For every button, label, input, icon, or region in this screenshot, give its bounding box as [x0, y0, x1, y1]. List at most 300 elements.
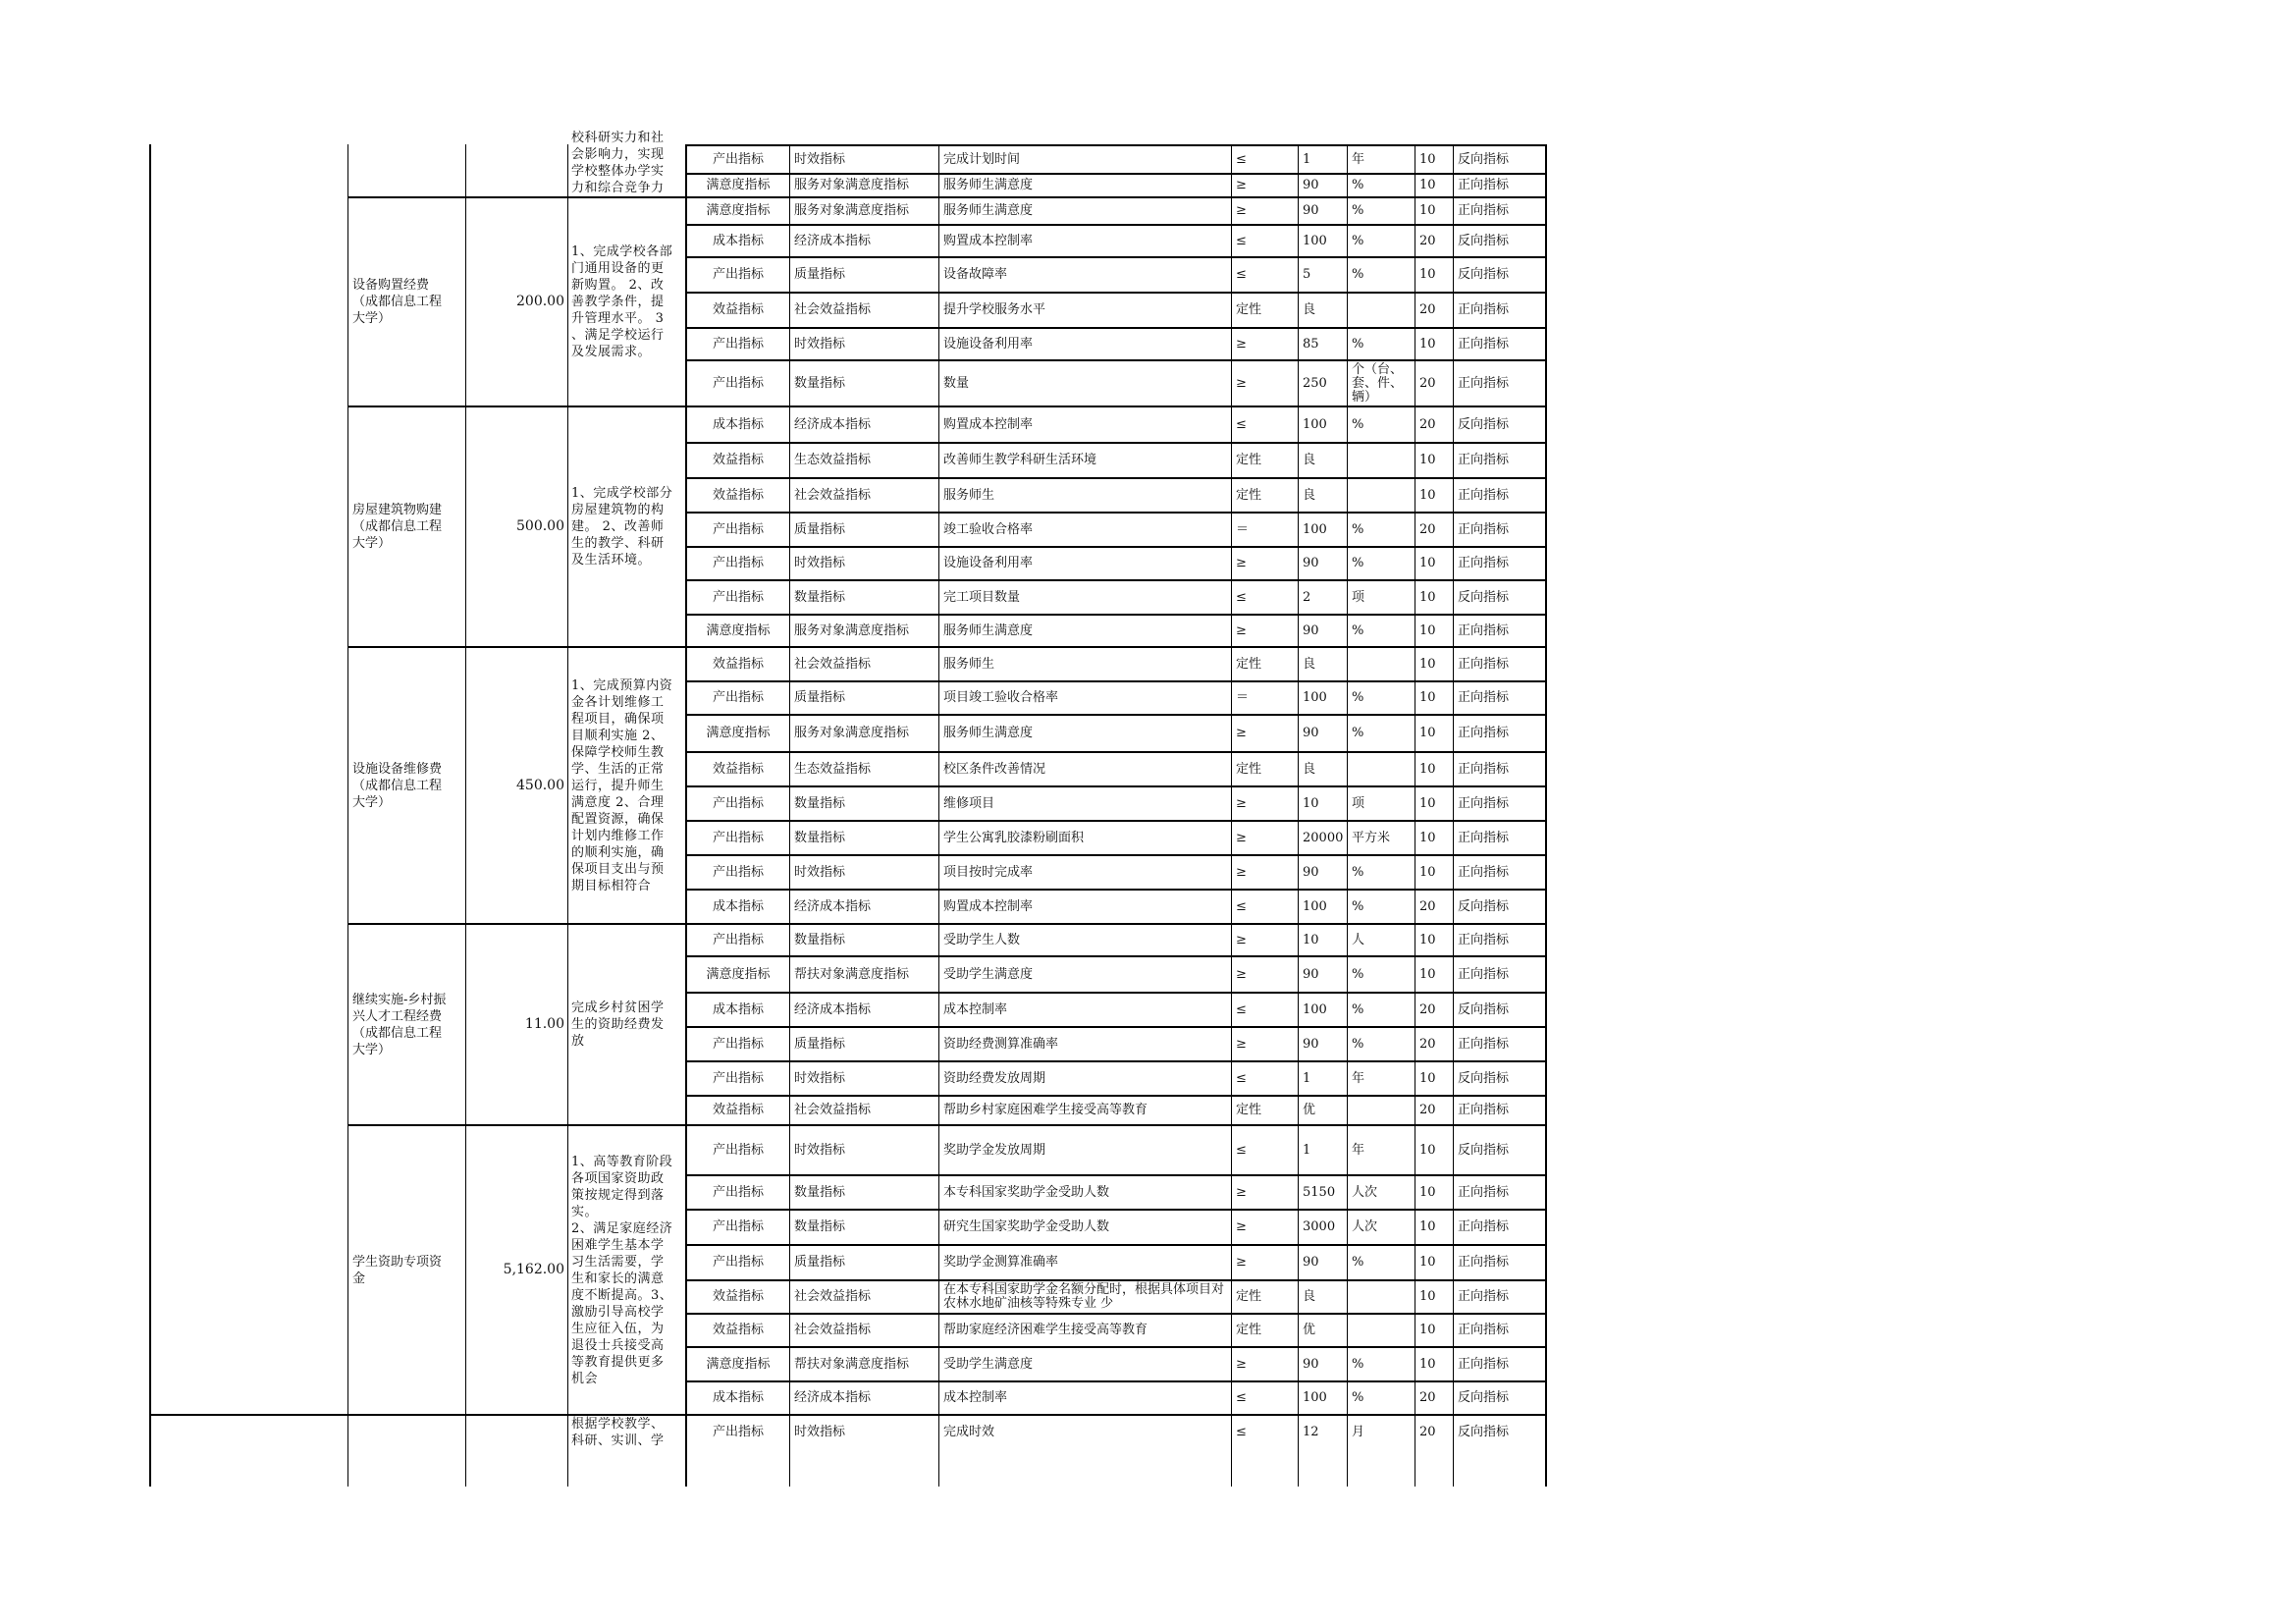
- indicator-name-cell: 项目按时完成率: [943, 864, 1034, 880]
- project-goal-cell: [569, 648, 685, 923]
- indicator-level1-cell: 产出指标: [712, 589, 764, 605]
- unit-cell: [1349, 753, 1415, 785]
- indicator-level1-cell: 产出指标: [712, 1070, 764, 1086]
- unit-cell: %: [1352, 726, 1364, 740]
- column-border: [465, 144, 466, 1487]
- indicator-name-cell: 服务师生: [943, 656, 995, 672]
- indicator-level1-cell: 产出指标: [712, 690, 764, 705]
- indicator-name-cell: 服务师生满意度: [943, 178, 1034, 192]
- indicator-name-cell: 帮助乡村家庭困难学生接受高等教育: [943, 1103, 1148, 1117]
- indicator-name-cell: 完成计划时间: [943, 151, 1021, 167]
- weight-cell: 10: [1419, 267, 1436, 282]
- indicator-level2-cell: 时效指标: [794, 556, 846, 570]
- direction-cell: 正向指标: [1458, 1184, 1510, 1200]
- column-border: [1298, 144, 1299, 1487]
- target-value-cell: 100: [1303, 898, 1327, 914]
- unit-cell: %: [1352, 233, 1364, 248]
- indicator-name-cell: 资助经费测算准确率: [943, 1036, 1059, 1052]
- indicator-level1-cell: 产出指标: [712, 1142, 764, 1158]
- operator-cell: ＝: [1236, 521, 1250, 537]
- indicator-level1-cell: 产出指标: [712, 521, 764, 537]
- operator-cell: 定性: [1236, 656, 1262, 672]
- unit-cell: 年: [1352, 1142, 1365, 1158]
- unit-cell: %: [1352, 178, 1364, 192]
- indicator-name-cell: 改善师生教学科研生活环境: [943, 453, 1097, 467]
- column-border: [938, 144, 939, 1487]
- unit-cell: %: [1352, 622, 1364, 638]
- target-value-cell: 85: [1303, 336, 1319, 352]
- weight-cell: 20: [1419, 1425, 1436, 1439]
- unit-cell: [1349, 294, 1415, 327]
- indicator-level2-cell: 生态效益指标: [794, 453, 872, 467]
- indicator-level1-cell: 产出指标: [712, 375, 764, 391]
- direction-cell: 正向指标: [1458, 1323, 1510, 1337]
- operator-cell: 定性: [1236, 1289, 1262, 1304]
- indicator-level1-cell: 产出指标: [712, 1425, 764, 1439]
- direction-cell: 正向指标: [1458, 302, 1510, 317]
- indicator-name-cell: 服务师生满意度: [943, 622, 1034, 638]
- unit-cell: %: [1352, 898, 1364, 914]
- direction-cell: 正向指标: [1458, 1289, 1510, 1304]
- target-value-cell: 90: [1303, 178, 1319, 192]
- indicator-level2-cell: 服务对象满意度指标: [794, 178, 910, 192]
- project-goal-cell: [569, 1126, 685, 1414]
- project-goal-cell: [569, 925, 685, 1124]
- weight-cell: 20: [1419, 1103, 1436, 1117]
- unit-cell: %: [1352, 1036, 1364, 1052]
- project-goal: 1、完成预算内资 金各计划维修工 程项目，确保项 目顺利实施 2、 保障学校师生教 学、生活的正常 运行，提升师生 满意度 2、合理 配置资源，确保 计划内维修工作 的顺利实施，确 保项目支出与预 期目标相符合: [571, 677, 673, 893]
- direction-cell: 正向指标: [1458, 487, 1510, 503]
- unit-cell: %: [1352, 966, 1364, 982]
- indicator-level2-cell: 生态效益指标: [794, 761, 872, 777]
- target-value-cell: 1: [1303, 1070, 1311, 1086]
- indicator-level1-cell: 产出指标: [712, 1219, 764, 1234]
- operator-cell: ≥: [1236, 178, 1247, 192]
- operator-cell: ≥: [1236, 1184, 1247, 1200]
- weight-cell: 10: [1419, 1323, 1436, 1337]
- operator-cell: ≤: [1236, 1142, 1247, 1158]
- weight-cell: 10: [1419, 556, 1436, 570]
- indicator-name-cell: 奖助学金发放周期: [943, 1142, 1046, 1158]
- project-goal-cell: [569, 198, 685, 406]
- indicator-level2-cell: 时效指标: [794, 1425, 846, 1439]
- unit-cell: 项: [1352, 589, 1365, 605]
- project-name-cell: [349, 198, 465, 406]
- target-value-cell: 12: [1303, 1425, 1319, 1439]
- project-name: 学生资助专项资 金: [352, 1254, 443, 1286]
- indicator-level2-cell: 经济成本指标: [794, 416, 872, 432]
- unit-cell: [1349, 1315, 1415, 1346]
- indicator-level2-cell: 时效指标: [794, 151, 846, 167]
- operator-cell: ≤: [1236, 267, 1247, 282]
- indicator-level1-cell: 效益指标: [712, 453, 764, 467]
- target-value-cell: 90: [1303, 726, 1319, 740]
- project-name-cell: [349, 1126, 465, 1414]
- indicator-level2-cell: 时效指标: [794, 864, 846, 880]
- direction-cell: 正向指标: [1458, 1255, 1510, 1270]
- direction-cell: 正向指标: [1458, 830, 1510, 845]
- operator-cell: ≥: [1236, 795, 1247, 811]
- indicator-level1-cell: 成本指标: [712, 1001, 764, 1017]
- indicator-name-cell: 研究生国家奖助学金受助人数: [943, 1219, 1110, 1234]
- weight-cell: 10: [1419, 864, 1436, 880]
- unit-cell: %: [1352, 416, 1364, 432]
- indicator-name-cell: 项目竣工验收合格率: [943, 690, 1059, 705]
- target-value-cell: 2: [1303, 589, 1311, 605]
- indicator-level2-cell: 质量指标: [794, 1255, 846, 1270]
- unit-cell: [1349, 444, 1415, 477]
- direction-cell: 反向指标: [1458, 416, 1510, 432]
- indicator-level1-cell: 产出指标: [712, 864, 764, 880]
- indicator-level1-cell: 产出指标: [712, 1036, 764, 1052]
- direction-cell: 正向指标: [1458, 203, 1510, 218]
- weight-cell: 10: [1419, 690, 1436, 705]
- indicator-level2-cell: 经济成本指标: [794, 1001, 872, 1017]
- column-border: [789, 144, 790, 1487]
- target-value-cell: 90: [1303, 622, 1319, 638]
- indicator-level2-cell: 服务对象满意度指标: [794, 203, 910, 218]
- operator-cell: ＝: [1236, 690, 1250, 705]
- indicator-level1-cell: 效益指标: [712, 302, 764, 317]
- project-goal-cell: [569, 1416, 685, 1487]
- unit-cell: 个（台、套、件、辆）: [1352, 361, 1404, 405]
- operator-cell: ≥: [1236, 1036, 1247, 1052]
- project-name: 继续实施-乡村振 兴人才工程经费 （成都信息工程 大学）: [352, 992, 447, 1057]
- indicator-name-cell: 在本专科国家助学金名额分配时，根据具体项目对农林水地矿油核等特殊专业 少: [943, 1282, 1225, 1311]
- direction-cell: 正向指标: [1458, 375, 1510, 391]
- weight-cell: 10: [1419, 830, 1436, 845]
- target-value-cell: 1: [1303, 1142, 1311, 1158]
- indicator-level2-cell: 质量指标: [794, 521, 846, 537]
- operator-cell: ≥: [1236, 966, 1247, 982]
- target-value-cell: 90: [1303, 203, 1319, 218]
- operator-cell: 定性: [1236, 1103, 1262, 1117]
- indicator-level1-cell: 成本指标: [712, 233, 764, 248]
- weight-cell: 20: [1419, 898, 1436, 914]
- unit-cell: %: [1352, 203, 1364, 218]
- project-name-cell: [349, 146, 465, 196]
- operator-cell: 定性: [1236, 302, 1262, 317]
- column-border: [347, 144, 348, 1487]
- operator-cell: ≥: [1236, 556, 1247, 570]
- unit-cell: %: [1352, 1390, 1364, 1405]
- target-value-cell: 100: [1303, 1390, 1327, 1405]
- target-value-cell: 100: [1303, 521, 1327, 537]
- weight-cell: 10: [1419, 1219, 1436, 1234]
- unit-cell: 项: [1352, 795, 1365, 811]
- indicator-level2-cell: 帮扶对象满意度指标: [794, 1356, 910, 1372]
- unit-cell: 年: [1352, 151, 1365, 167]
- weight-cell: 10: [1419, 726, 1436, 740]
- indicator-level2-cell: 经济成本指标: [794, 233, 872, 248]
- operator-cell: ≥: [1236, 1219, 1247, 1234]
- direction-cell: 正向指标: [1458, 966, 1510, 982]
- indicator-name-cell: 数量: [943, 375, 970, 391]
- unit-cell: 人次: [1352, 1184, 1378, 1200]
- weight-cell: 10: [1419, 453, 1436, 467]
- indicator-name-cell: 帮助家庭经济困难学生接受高等教育: [943, 1323, 1148, 1337]
- weight-cell: 20: [1419, 302, 1436, 317]
- target-value-cell: 250: [1303, 375, 1327, 391]
- operator-cell: 定性: [1236, 761, 1262, 777]
- indicator-level1-cell: 产出指标: [712, 267, 764, 282]
- weight-cell: 20: [1419, 1036, 1436, 1052]
- table-left-border: [149, 144, 151, 1487]
- operator-cell: 定性: [1236, 453, 1262, 467]
- indicator-level2-cell: 数量指标: [794, 1219, 846, 1234]
- unit-cell: %: [1352, 864, 1364, 880]
- indicator-name-cell: 受助学生满意度: [943, 1356, 1034, 1372]
- direction-cell: 正向指标: [1458, 761, 1510, 777]
- indicator-name-cell: 服务师生: [943, 487, 995, 503]
- project-amount: 5,162.00: [503, 1262, 564, 1277]
- indicator-name-cell: 购置成本控制率: [943, 416, 1034, 432]
- indicator-level1-cell: 满意度指标: [706, 726, 771, 740]
- column-border: [1347, 144, 1348, 1487]
- indicator-level2-cell: 质量指标: [794, 690, 846, 705]
- indicator-level1-cell: 满意度指标: [706, 966, 771, 982]
- direction-cell: 反向指标: [1458, 898, 1510, 914]
- operator-cell: ≤: [1236, 1390, 1247, 1405]
- project-goal: 1、完成学校部分 房屋建筑物的构 建。 2、改善师 生的教学、科研 及生活环境。: [571, 486, 673, 568]
- operator-cell: ≤: [1236, 589, 1247, 605]
- project-name-cell: [349, 1416, 465, 1487]
- indicator-name-cell: 成本控制率: [943, 1390, 1008, 1405]
- indicator-level1-cell: 产出指标: [712, 336, 764, 352]
- weight-cell: 20: [1419, 416, 1436, 432]
- direction-cell: 反向指标: [1458, 1425, 1510, 1439]
- operator-cell: ≤: [1236, 1070, 1247, 1086]
- operator-cell: ≥: [1236, 336, 1247, 352]
- operator-cell: ≤: [1236, 1001, 1247, 1017]
- unit-cell: %: [1352, 1356, 1364, 1372]
- target-value-cell: 10: [1303, 932, 1319, 947]
- column-border: [1231, 144, 1232, 1487]
- target-value-cell: 良: [1303, 1289, 1316, 1304]
- indicator-level2-cell: 社会效益指标: [794, 1323, 872, 1337]
- indicator-level2-cell: 社会效益指标: [794, 302, 872, 317]
- unit-cell: %: [1352, 336, 1364, 352]
- direction-cell: 正向指标: [1458, 656, 1510, 672]
- unit-cell: 年: [1352, 1070, 1365, 1086]
- weight-cell: 20: [1419, 521, 1436, 537]
- direction-cell: 反向指标: [1458, 151, 1510, 167]
- project-amount: 450.00: [516, 777, 564, 793]
- project-goal: 根据学校教学、 科研、实训、学: [571, 1417, 665, 1448]
- indicator-level2-cell: 社会效益指标: [794, 487, 872, 503]
- indicator-level1-cell: 成本指标: [712, 898, 764, 914]
- weight-cell: 20: [1419, 1390, 1436, 1405]
- target-value-cell: 5150: [1303, 1184, 1336, 1200]
- target-value-cell: 10: [1303, 795, 1319, 811]
- indicator-name-cell: 服务师生满意度: [943, 203, 1034, 218]
- indicator-level2-cell: 服务对象满意度指标: [794, 622, 910, 638]
- target-value-cell: 良: [1303, 487, 1316, 503]
- target-value-cell: 优: [1303, 1323, 1316, 1337]
- indicator-level1-cell: 满意度指标: [706, 178, 771, 192]
- indicator-level1-cell: 产出指标: [712, 1184, 764, 1200]
- indicator-level2-cell: 数量指标: [794, 1184, 846, 1200]
- indicator-name-cell: 受助学生人数: [943, 932, 1021, 947]
- unit-cell: %: [1352, 690, 1364, 705]
- indicator-name-cell: 设施设备利用率: [943, 336, 1034, 352]
- direction-cell: 反向指标: [1458, 589, 1510, 605]
- project-goal-cell: [569, 131, 685, 196]
- indicator-level2-cell: 数量指标: [794, 589, 846, 605]
- project-goal: 完成乡村贫困学 生的资助经费发 放: [571, 1001, 665, 1049]
- weight-cell: 10: [1419, 932, 1436, 947]
- target-value-cell: 100: [1303, 690, 1327, 705]
- target-value-cell: 90: [1303, 864, 1319, 880]
- unit-cell: 平方米: [1352, 830, 1391, 845]
- indicator-level1-cell: 满意度指标: [706, 622, 771, 638]
- indicator-name-cell: 设施设备利用率: [943, 556, 1034, 570]
- column-border: [1545, 144, 1547, 1487]
- indicator-name-cell: 完工项目数量: [943, 589, 1021, 605]
- weight-cell: 10: [1419, 487, 1436, 503]
- unit-cell: 人次: [1352, 1219, 1378, 1234]
- operator-cell: ≤: [1236, 1425, 1247, 1439]
- operator-cell: ≥: [1236, 375, 1247, 391]
- weight-cell: 20: [1419, 233, 1436, 248]
- operator-cell: ≥: [1236, 726, 1247, 740]
- indicator-name-cell: 提升学校服务水平: [943, 302, 1046, 317]
- indicator-level2-cell: 数量指标: [794, 375, 846, 391]
- direction-cell: 正向指标: [1458, 932, 1510, 947]
- operator-cell: ≥: [1236, 622, 1247, 638]
- target-value-cell: 100: [1303, 1001, 1327, 1017]
- weight-cell: 20: [1419, 1001, 1436, 1017]
- operator-cell: ≤: [1236, 416, 1247, 432]
- target-value-cell: 5: [1303, 267, 1311, 282]
- direction-cell: 反向指标: [1458, 1390, 1510, 1405]
- project-goal: 1、高等教育阶段 各项国家资助政 策按规定得到落 实。 2、满足家庭经济 困难学生基本学 习生活需要，学 生和家长的满意 度不断提高。3、 激励引导高校学 生应征入伍，为 退役士兵接受高 等教育提供更多 机会: [571, 1154, 673, 1386]
- indicator-name-cell: 服务师生满意度: [943, 726, 1034, 740]
- direction-cell: 反向指标: [1458, 1001, 1510, 1017]
- weight-cell: 10: [1419, 1142, 1436, 1158]
- project-name-cell: [349, 407, 465, 646]
- indicator-name-cell: 奖助学金测算准确率: [943, 1255, 1059, 1270]
- indicator-level2-cell: 时效指标: [794, 336, 846, 352]
- direction-cell: 正向指标: [1458, 1103, 1510, 1117]
- project-amount: 11.00: [524, 1016, 564, 1032]
- operator-cell: ≥: [1236, 932, 1247, 947]
- target-value-cell: 100: [1303, 416, 1327, 432]
- indicator-level1-cell: 产出指标: [712, 1255, 764, 1270]
- project-name: 设备购置经费 （成都信息工程 大学）: [352, 278, 443, 326]
- project-amount: 500.00: [516, 518, 564, 534]
- project-goal-cell: [569, 407, 685, 646]
- indicator-name-cell: 资助经费发放周期: [943, 1070, 1046, 1086]
- project-amount: [467, 146, 567, 196]
- indicator-level1-cell: 满意度指标: [706, 203, 771, 218]
- weight-cell: 10: [1419, 203, 1436, 218]
- direction-cell: 正向指标: [1458, 622, 1510, 638]
- project-amount: 200.00: [516, 294, 564, 309]
- direction-cell: 反向指标: [1458, 233, 1510, 248]
- unit-cell: %: [1352, 267, 1364, 282]
- target-value-cell: 优: [1303, 1103, 1316, 1117]
- target-value-cell: 90: [1303, 1036, 1319, 1052]
- unit-cell: 人: [1352, 932, 1365, 947]
- direction-cell: 反向指标: [1458, 267, 1510, 282]
- unit-cell: [1349, 1281, 1415, 1313]
- operator-cell: ≤: [1236, 151, 1247, 167]
- weight-cell: 10: [1419, 795, 1436, 811]
- direction-cell: 正向指标: [1458, 1356, 1510, 1372]
- indicator-level1-cell: 产出指标: [712, 556, 764, 570]
- indicator-name-cell: 成本控制率: [943, 1001, 1008, 1017]
- direction-cell: 正向指标: [1458, 336, 1510, 352]
- indicator-level1-cell: 效益指标: [712, 487, 764, 503]
- indicator-level2-cell: 帮扶对象满意度指标: [794, 966, 910, 982]
- target-value-cell: 良: [1303, 656, 1316, 672]
- indicator-level1-cell: 产出指标: [712, 151, 764, 167]
- indicator-level1-cell: 产出指标: [712, 932, 764, 947]
- weight-cell: 10: [1419, 1356, 1436, 1372]
- unit-cell: %: [1352, 521, 1364, 537]
- indicator-level1-cell: 成本指标: [712, 416, 764, 432]
- weight-cell: 10: [1419, 1184, 1436, 1200]
- indicator-level1-cell: 产出指标: [712, 830, 764, 845]
- indicator-level1-cell: 产出指标: [712, 795, 764, 811]
- indicator-level2-cell: 数量指标: [794, 795, 846, 811]
- unit-cell: [1349, 648, 1415, 680]
- indicator-name-cell: 完成时效: [943, 1425, 995, 1439]
- operator-cell: 定性: [1236, 487, 1262, 503]
- column-border: [1453, 144, 1454, 1487]
- operator-cell: ≥: [1236, 1356, 1247, 1372]
- operator-cell: ≤: [1236, 898, 1247, 914]
- project-name-cell: [349, 925, 465, 1124]
- weight-cell: 10: [1419, 966, 1436, 982]
- indicator-level2-cell: 经济成本指标: [794, 1390, 872, 1405]
- unit-cell: [1349, 1097, 1415, 1124]
- indicator-name-cell: 受助学生满意度: [943, 966, 1034, 982]
- weight-cell: 10: [1419, 1255, 1436, 1270]
- indicator-name-cell: 维修项目: [943, 795, 995, 811]
- target-value-cell: 良: [1303, 302, 1316, 317]
- operator-cell: 定性: [1236, 1323, 1262, 1337]
- unit-cell: %: [1352, 1001, 1364, 1017]
- unit-cell: 月: [1352, 1425, 1365, 1439]
- project-name: 设施设备维修费 （成都信息工程 大学）: [352, 761, 443, 810]
- indicator-level2-cell: 时效指标: [794, 1142, 846, 1158]
- indicator-level1-cell: 效益指标: [712, 1103, 764, 1117]
- indicator-level1-cell: 效益指标: [712, 656, 764, 672]
- indicator-level1-cell: 效益指标: [712, 1289, 764, 1304]
- unit-cell: %: [1352, 1255, 1364, 1270]
- indicator-name-cell: 购置成本控制率: [943, 233, 1034, 248]
- indicator-level2-cell: 社会效益指标: [794, 1289, 872, 1304]
- direction-cell: 正向指标: [1458, 690, 1510, 705]
- indicator-level2-cell: 数量指标: [794, 830, 846, 845]
- direction-cell: 正向指标: [1458, 1219, 1510, 1234]
- direction-cell: 正向指标: [1458, 556, 1510, 570]
- target-value-cell: 1: [1303, 151, 1311, 167]
- indicator-name-cell: 购置成本控制率: [943, 898, 1034, 914]
- indicator-name-cell: 竣工验收合格率: [943, 521, 1034, 537]
- direction-cell: 正向指标: [1458, 864, 1510, 880]
- indicator-level1-cell: 效益指标: [712, 761, 764, 777]
- unit-cell: %: [1352, 556, 1364, 570]
- indicator-level2-cell: 经济成本指标: [794, 898, 872, 914]
- project-amount: [467, 1416, 567, 1487]
- weight-cell: 10: [1419, 761, 1436, 777]
- weight-cell: 10: [1419, 656, 1436, 672]
- indicator-level1-cell: 满意度指标: [706, 1356, 771, 1372]
- operator-cell: ≥: [1236, 1255, 1247, 1270]
